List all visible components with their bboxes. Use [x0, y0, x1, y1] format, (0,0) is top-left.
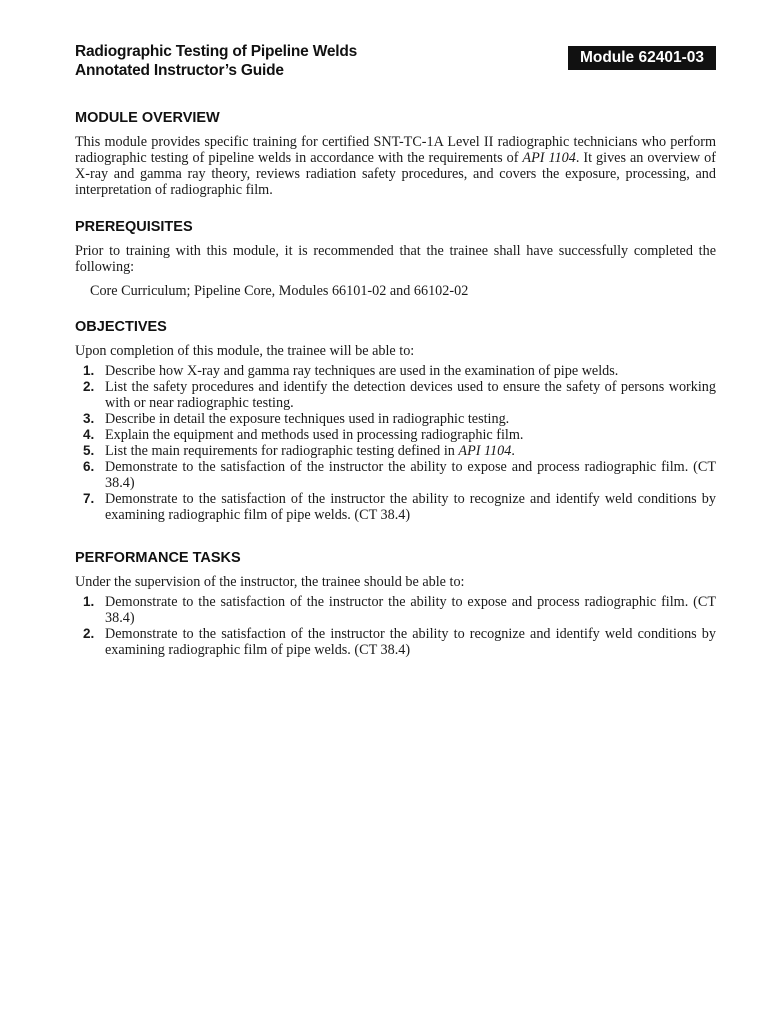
standard-reference: API 1104: [522, 150, 576, 166]
overview-paragraph: [75, 134, 716, 198]
list-item: [75, 427, 716, 443]
list-item: [75, 443, 716, 459]
objectives-intro: Upon completion of this module, the trainee will be able to:: [75, 343, 415, 359]
objectives-section: [75, 318, 716, 523]
module-number-badge: Module 62401-03: [568, 46, 716, 70]
item-text: Demonstrate to the satisfaction of the instructor the ability to expose and process radiographic film. (CT 38.4): [105, 459, 716, 491]
item-text: Describe how X-ray and gamma ray techniques are used in the examination of pipe welds.: [105, 363, 619, 379]
list-item: [75, 459, 716, 491]
tasks-intro: Under the supervision of the instructor, the trainee should be able to:: [75, 574, 465, 590]
list-item: [75, 363, 716, 379]
performance-tasks-section: [75, 549, 716, 658]
item-number: 1.: [83, 363, 95, 378]
section-heading: MODULE OVERVIEW: [75, 110, 220, 126]
objectives-list: [75, 363, 716, 523]
list-item: [75, 491, 716, 523]
title-line-2: Annotated Instructor’s Guide: [75, 62, 284, 79]
title-line-1: Radiographic Testing of Pipeline Welds: [75, 43, 358, 60]
prerequisites-intro: Prior to training with this module, it is recommended that the trainee shall have successfully completed the following:: [75, 243, 716, 275]
item-number: 6.: [83, 459, 95, 474]
item-text: Demonstrate to the satisfaction of the instructor the ability to recognize and identify weld conditions by examining radiographic film of pipe welds. (CT 38.4): [105, 626, 716, 658]
standard-reference: API 1104: [458, 443, 512, 459]
item-text: List the main requirements for radiographic testing defined in: [105, 443, 459, 459]
item-number: 4.: [83, 427, 95, 442]
module-overview-section: [75, 109, 716, 198]
item-text: Demonstrate to the satisfaction of the instructor the ability to recognize and identify weld conditions by examining radiographic film of pipe welds. (CT 38.4): [105, 491, 716, 523]
item-number: 7.: [83, 491, 95, 506]
item-text: List the safety procedures and identify the detection devices used to ensure the safety of persons working with or near radiographic testing.: [105, 379, 716, 411]
item-number: 5.: [83, 443, 95, 458]
item-number: 2.: [83, 626, 95, 641]
item-text: Demonstrate to the satisfaction of the instructor the ability to expose and process radiographic film. (CT 38.4): [105, 594, 716, 626]
overview-text: . It gives an overview of X-ray and gamma ray theory, reviews radiation safety procedures, and covers the exposure, processing, and interpretation of radiographic film.: [75, 150, 716, 198]
list-item: [75, 626, 716, 658]
item-number: 1.: [83, 594, 95, 609]
item-text: .: [511, 443, 515, 459]
list-item: [75, 411, 716, 427]
tasks-list: [75, 594, 716, 658]
item-text: Explain the equipment and methods used in processing radiographic film.: [105, 427, 524, 443]
list-item: [75, 594, 716, 626]
item-number: 3.: [83, 411, 95, 426]
list-item: [75, 379, 716, 411]
section-heading: PERFORMANCE TASKS: [75, 550, 241, 566]
item-number: 2.: [83, 379, 95, 394]
overview-text: This module provides specific training for certified SNT-TC-1A Level II radiographic technicians who perform radiographic testing of pipeline welds in accordance with the requirements of: [75, 134, 716, 166]
page-header: [75, 42, 716, 82]
prerequisite-item: Core Curriculum; Pipeline Core, Modules 66101-02 and 66102-02: [90, 283, 469, 299]
section-heading: PREREQUISITES: [75, 219, 193, 235]
prerequisites-section: [75, 218, 716, 299]
section-heading: OBJECTIVES: [75, 319, 167, 335]
item-text: Describe in detail the exposure techniques used in radiographic testing.: [105, 411, 510, 427]
